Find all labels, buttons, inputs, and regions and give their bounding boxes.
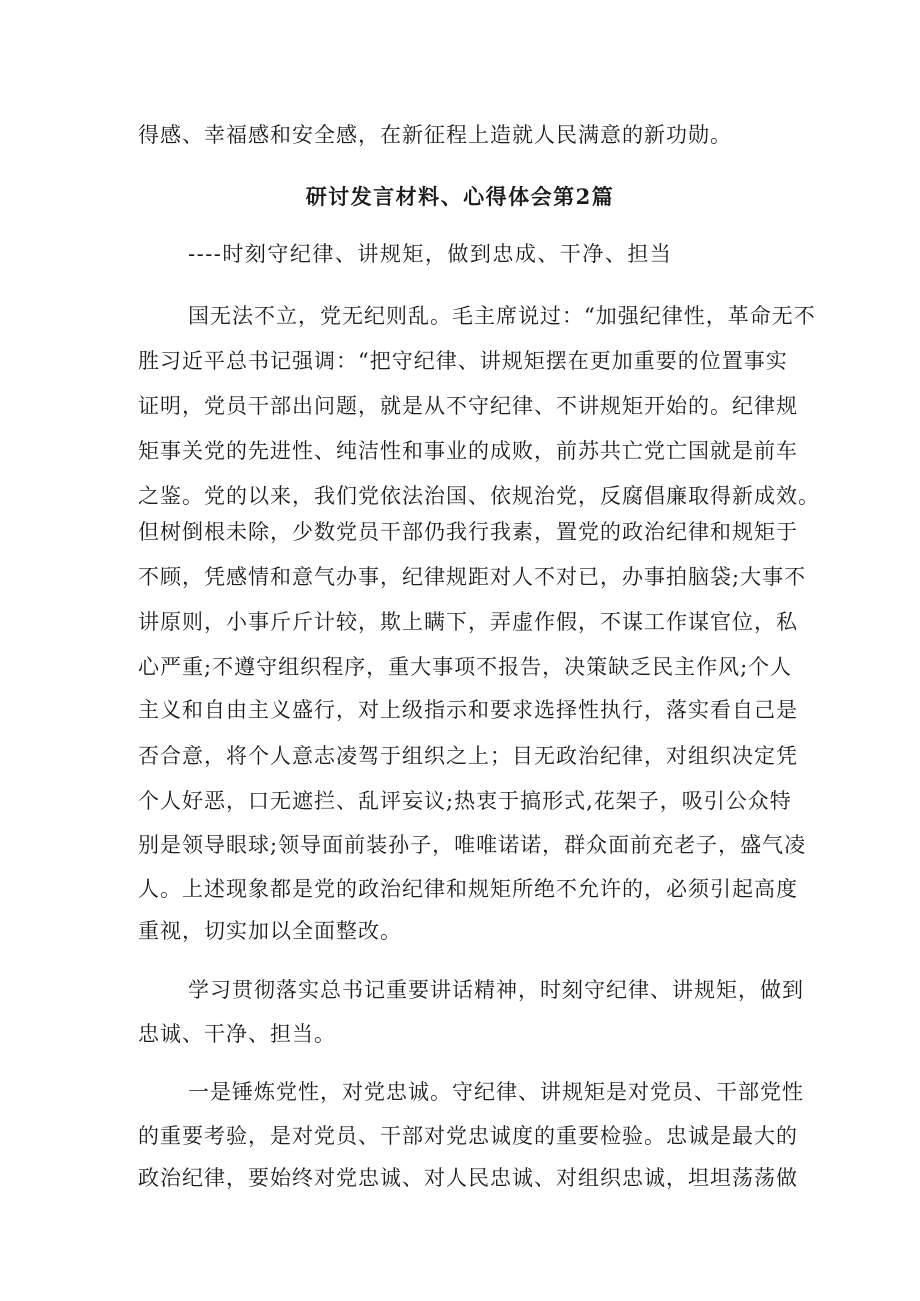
paragraph-line: 讲原则，小事斤斤计较，欺上瞒下，弄虚作假，不谋工作谋官位，私 bbox=[138, 610, 798, 634]
paragraph-line: 别是领导眼球;领导面前装孙子，唯唯诺诺，群众面前充老子，盛气凌 bbox=[138, 833, 807, 857]
paragraph-line: 个人好恶，口无遮拦、乱评妄议;热衷于搞形式,花架子，吸引公众特 bbox=[138, 789, 792, 813]
paragraph-line: 否合意，将个人意志凌驾于组织之上；目无政治纪律，对组织决定凭 bbox=[138, 744, 798, 768]
paragraph-line: 主义和自由主义盛行，对上级指示和要求选择性执行，落实看自己是 bbox=[138, 698, 798, 722]
paragraph-line: 学习贯彻落实总书记重要讲话精神，时刻守纪律、讲规矩，做到 bbox=[188, 978, 804, 1002]
paragraph-line: 证明，党员干部出问题，就是从不守纪律、不讲规矩开始的。纪律规 bbox=[138, 394, 798, 418]
paragraph-line: 人。上述现象都是党的政治纪律和规矩所绝不允许的，必须引起高度 bbox=[138, 877, 798, 901]
paragraph-line: 一是锤炼党性，对党忠诚。守纪律、讲规矩是对党员、干部党性 bbox=[188, 1080, 804, 1104]
section-title: 研讨发言材料、心得体会第2篇 bbox=[305, 184, 615, 209]
paragraph-line: 但树倒根未除，少数党员干部仍我行我素，置党的政治纪律和规矩于 bbox=[138, 520, 798, 544]
paragraph-line: 之鉴。党的以来，我们党依法治国、依规治党，反腐倡廉取得新成效。 bbox=[138, 484, 820, 508]
section-subtitle: ----时刻守纪律、讲规矩，做到忠成、干净、担当 bbox=[188, 242, 673, 266]
paragraph-line: 重视，切实加以全面整改。 bbox=[138, 919, 402, 943]
paragraph-line: 矩事关党的先进性、纯洁性和事业的成败，前苏共亡党亡国就是前车 bbox=[138, 439, 798, 463]
paragraph-line: 忠诚、干净、担当。 bbox=[138, 1022, 336, 1046]
paragraph-line: 不顾，凭感情和意气办事，纪律规距对人不对已，办事拍脑袋;大事不 bbox=[138, 565, 807, 589]
paragraph-line: 国无法不立，党无纪则乱。毛主席说过：“加强纪律性，革命无不 bbox=[188, 304, 816, 328]
paragraph-line: 胜习近平总书记强调：“把守纪律、讲规矩摆在更加重要的位置事实 bbox=[138, 349, 788, 373]
paragraph-line: 得感、幸福感和安全感，在新征程上造就人民满意的新功勋。 bbox=[138, 123, 732, 147]
paragraph-line: 的重要考验，是对党员、干部对党忠诚度的重要检验。忠诚是最大的 bbox=[138, 1124, 798, 1148]
paragraph-line: 心严重;不遵守组织程序，重大事项不报告，决策缺乏民主作风;个人 bbox=[138, 655, 793, 679]
paragraph-line: 政治纪律，要始终对党忠诚、对人民忠诚、对组织忠诚，坦坦荡荡做 bbox=[138, 1166, 798, 1190]
